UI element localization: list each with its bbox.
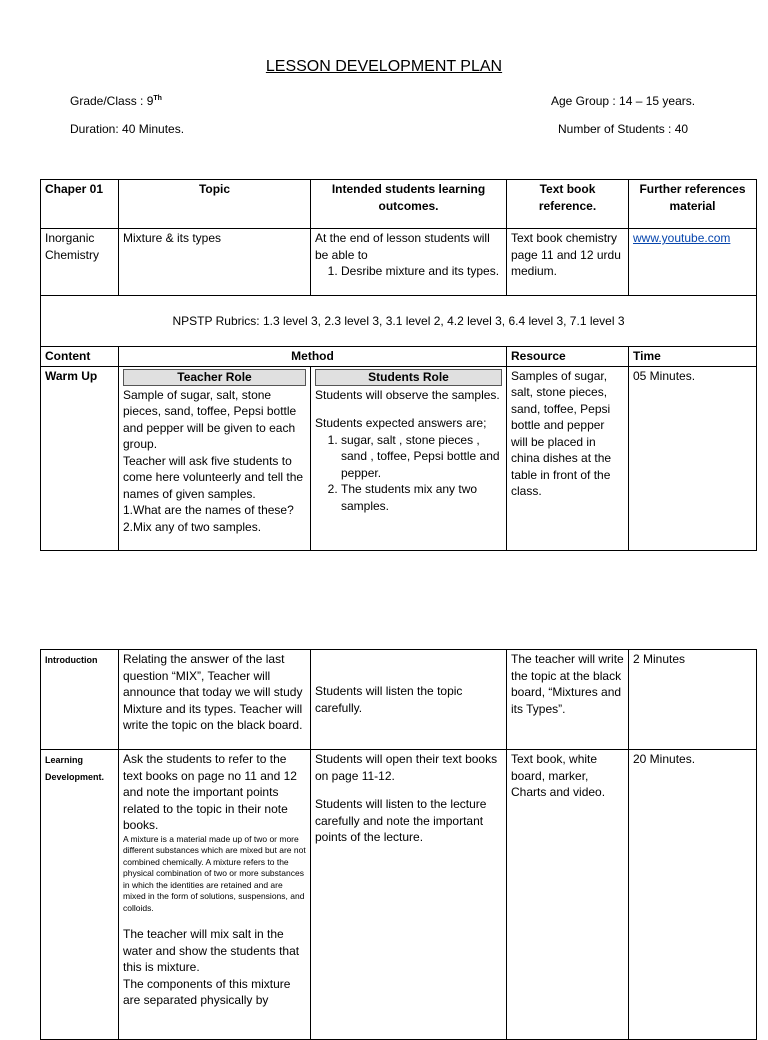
header-textbook: Text book reference. [507,180,629,229]
grade-superscript: Th [153,95,162,102]
learning-students [311,750,507,1040]
teacher-role-cell [119,366,311,550]
students-warmup-p2: Students expected answers are; [315,416,487,430]
chapter-name: Inorganic Chemistry [41,229,119,296]
learning-time: 20 Minutes. [629,750,757,1040]
learning-teacher-p3: The components of this mixture are separated physically by [123,976,291,1007]
rubrics-row [41,296,757,347]
learning-teacher-p1: Ask the students to refer to the text books on page no 11 and 12 and note the important points related to the topic in their note books. [123,752,297,832]
header-further-references: Further references material [629,180,757,229]
learning-students-p2: Students will listen to the lecture carefully and note the important points of the lecture. [315,797,487,844]
students-warmup-p1: Students will observe the samples. [315,387,500,402]
introduction-teacher: Relating the answer of the last question “MIX”, Teacher will announce that today we will study Mixture and its types. Teacher will write the topic on the black board. [119,650,311,750]
youtube-link[interactable]: www.youtube.com [633,231,731,245]
warmup-label: Warm Up [41,366,119,550]
students-role-label: Students Role [315,369,502,386]
duration: Duration: 40 Minutes. [70,122,185,136]
introduction-label-cell [41,650,119,750]
outcomes-intro: At the end of lesson students will be able to [315,231,490,262]
rubrics: NPSTP Rubrics: 1.3 level 3, 2.3 level 3, 3.1 level 2, 4.2 level 3, 6.4 level 3, 7.1 level 3 [41,296,757,347]
students-answer-2: 2. The students mix any two samples. [341,481,502,514]
textbook-reference: Text book chemistry page 11 and 12 urdu medium. [507,229,629,296]
number-of-students: Number of Students : 40 [558,122,689,136]
learning-teacher-p2: The teacher will mix salt in the water and show the students that this is mixture. [123,927,300,974]
teacher-question-2: 2.Mix any of two samples. [123,519,262,534]
subheader-resource: Resource [507,347,629,367]
teacher-role-label: Teacher Role [123,369,306,386]
lesson-table-2 [40,649,757,1040]
topic-name: Mixture & its types [119,229,311,296]
mixture-definition: A mixture is a material made up of two or more different substances which are mixed but are not combined chemically. A mixture refers to the physical combination of two or more substances in which the identities are retained and are mixed in the form of solutions, suspensions, and colloids. [123,833,306,913]
outcomes-item: 1. Desribe mixture and its types. [341,263,502,280]
learning-label-cell [41,750,119,1040]
students-answers-list [315,432,502,515]
warmup-row [41,366,757,550]
teacher-warmup-p2: Teacher will ask five students to come here volunteerly and tell the names of given samples. [123,453,304,501]
teacher-question-1: 1.What are the names of these? [123,503,294,517]
grade-class: Grade/Class : 9Th [70,94,162,108]
learning-row [41,750,757,1040]
subheader-row [41,347,757,367]
subheader-method: Method [119,347,507,367]
header-topic: Topic [119,180,311,229]
learning-resource: Text book, white board, marker, Charts and video. [507,750,629,1040]
age-group: Age Group : 14 – 15 years. [551,94,696,108]
learning-label: Learning Development. [45,755,105,782]
further-reference-cell [629,229,757,296]
introduction-label: Introduction [45,655,98,665]
page-title: LESSON DEVELOPMENT PLAN [265,58,503,75]
students-answer-1: 1. sugar, salt , stone pieces , sand , toffee, Pepsi bottle and pepper. [341,432,502,482]
chapter-row [41,229,757,296]
header-chapter: Chaper 01 [41,180,119,229]
learning-students-p1: Students will open their text books on page 11-12. [315,752,498,783]
introduction-time: 2 Minutes [629,650,757,750]
students-role-cell [311,366,507,550]
introduction-row [41,650,757,750]
subheader-time: Time [629,347,757,367]
header-row [41,180,757,229]
introduction-students: Students will listen the topic carefully. [311,650,507,750]
outcomes-cell [311,229,507,296]
lesson-table-1 [40,179,757,551]
learning-teacher [119,750,311,1040]
subheader-content: Content [41,347,119,367]
teacher-warmup-p1: Sample of sugar, salt, stone pieces, sand, toffee, Pepsi bottle and pepper will be given to each group. [123,387,297,451]
header-outcomes: Intended students learning outcomes. [311,180,507,229]
outcomes-list [315,263,502,280]
warmup-resource: Samples of sugar, salt, stone pieces, sand, toffee, Pepsi bottle and pepper will be placed in china dishes at the table in front of the class. [507,366,629,550]
warmup-time: 05 Minutes. [629,366,757,550]
introduction-resource: The teacher will write the topic at the black board, “Mixtures and its Types”. [507,650,629,750]
